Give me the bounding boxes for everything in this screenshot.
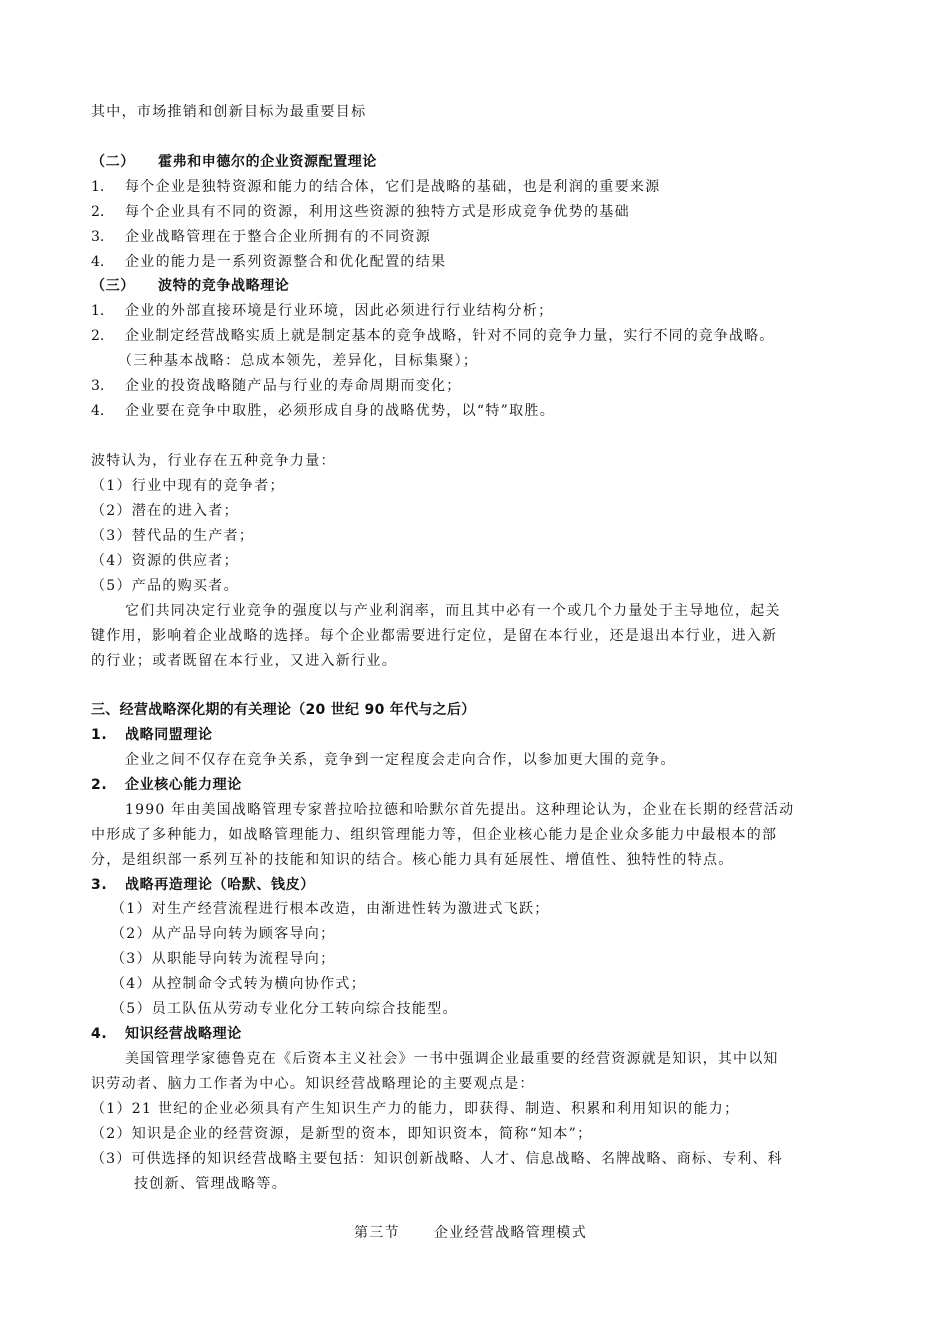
force-item-3: （3）替代品的生产者； bbox=[91, 528, 255, 544]
theory-3-number: 3. bbox=[91, 877, 108, 893]
section-3-item-2-text: 企业制定经营战略实质上就是制定基本的竞争战略，针对不同的竞争力量，实行不同的竞争战略。 bbox=[125, 328, 775, 344]
force-item-2: （2）潜在的进入者； bbox=[91, 503, 239, 519]
theory-3-item-3: （3）从职能导向转为流程导向； bbox=[111, 951, 336, 967]
theory-1-number: 1. bbox=[91, 727, 108, 743]
forces-paragraph-line-1: 它们共同决定行业竞争的强度以与产业利润率，而且其中必有一个或几个力量处于主导地位，起关 bbox=[125, 603, 781, 619]
theory-4-point-1: （1）21 世纪的企业必须具有产生知识生产力的能力，即获得、制造、积累和利用知识的能力； bbox=[91, 1101, 740, 1117]
section-2-item-1-text: 每个企业是独特资源和能力的结合体，它们是战略的基础，也是利润的重要来源 bbox=[125, 179, 661, 195]
section-2-item-2-number: 2. bbox=[91, 204, 105, 220]
section-3-item-2-number: 2. bbox=[91, 328, 105, 344]
forces-paragraph-line-2: 键作用，影响着企业战略的选择。每个企业都需要进行定位，是留在本行业，还是退出本行业，进入新 bbox=[91, 628, 778, 644]
section-3-item-4-number: 4. bbox=[91, 403, 105, 419]
theory-3-item-5: （5）员工队伍从劳动专业化分工转向综合技能型。 bbox=[111, 1001, 458, 1017]
section-2-item-3-text: 企业战略管理在于整合企业所拥有的不同资源 bbox=[125, 229, 431, 245]
force-item-5: （5）产品的购买者。 bbox=[91, 578, 239, 594]
theory-4-line-1: 美国管理学家德鲁克在《后资本主义社会》一书中强调企业最重要的经营资源就是知识，其中以知 bbox=[125, 1051, 779, 1067]
section-3-item-1-number: 1. bbox=[91, 303, 105, 319]
section-2-item-4-text: 企业的能力是一系列资源整合和优化配置的结果 bbox=[125, 254, 447, 270]
section-2-item-2-text: 每个企业具有不同的资源，利用这些资源的独特方式是形成竞争优势的基础 bbox=[125, 204, 630, 220]
theory-4-line-2: 识劳动者、脑力工作者为中心。知识经营战略理论的主要观点是： bbox=[91, 1076, 535, 1092]
section-3-item-2-continuation: （三种基本战略：总成本领先，差异化，目标集聚）； bbox=[118, 353, 479, 369]
theory-4-title: 知识经营战略理论 bbox=[125, 1026, 242, 1042]
force-item-4: （4）资源的供应者； bbox=[91, 553, 239, 569]
theory-2-line-3: 分，是组织部一系列互补的技能和知识的结合。核心能力具有延展性、增值性、独特性的特点。 bbox=[91, 852, 734, 868]
section-2-item-1-number: 1. bbox=[91, 179, 105, 195]
force-item-1: （1）行业中现有的竞争者； bbox=[91, 478, 285, 494]
theory-2-number: 2. bbox=[91, 777, 108, 793]
theory-2-title: 企业核心能力理论 bbox=[125, 777, 242, 793]
section-3-item-1-text: 企业的外部直接环境是行业环境，因此必须进行行业结构分析； bbox=[125, 303, 554, 319]
theory-3-title: 战略再造理论（哈默、钱皮） bbox=[125, 877, 315, 893]
five-forces-intro: 波特认为，行业存在五种竞争力量： bbox=[91, 453, 336, 469]
theory-1-title: 战略同盟理论 bbox=[125, 727, 213, 743]
section-3-item-3-number: 3. bbox=[91, 378, 105, 394]
section-3-item-4-text: 企业要在竞争中取胜，必须形成自身的战略优势，以“特”取胜。 bbox=[125, 403, 556, 419]
intro-line: 其中，市场推销和创新目标为最重要目标 bbox=[91, 104, 367, 120]
section-3-number: （三） bbox=[91, 278, 135, 294]
section-3-title: 波特的竞争战略理论 bbox=[158, 278, 290, 294]
forces-paragraph-line-3: 的行业；或者既留在本行业，又进入新行业。 bbox=[91, 653, 397, 669]
part-3-heading: 三、经营战略深化期的有关理论（20 世纪 90 年代与之后） bbox=[91, 702, 476, 718]
section-2-title: 霍弗和申德尔的企业资源配置理论 bbox=[158, 154, 377, 170]
theory-4-point-3-continuation: 技创新、管理战略等。 bbox=[134, 1176, 287, 1192]
section-3-item-3-text: 企业的投资战略随产品与行业的寿命周期而变化； bbox=[125, 378, 462, 394]
next-section-label: 第三节 bbox=[354, 1225, 400, 1241]
theory-3-item-1: （1）对生产经营流程进行根本改造，由渐进性转为激进式飞跃； bbox=[111, 901, 550, 917]
theory-4-number: 4. bbox=[91, 1026, 108, 1042]
section-2-item-4-number: 4. bbox=[91, 254, 105, 270]
theory-3-item-2: （2）从产品导向转为顾客导向； bbox=[111, 926, 336, 942]
theory-2-line-1: 1990 年由美国战略管理专家普拉哈拉德和哈默尔首先提出。这种理论认为，企业在长期的经营活动 bbox=[125, 802, 795, 818]
theory-4-point-2: （2）知识是企业的经营资源，是新型的资本，即知识资本，简称“知本”； bbox=[91, 1126, 593, 1142]
section-2-item-3-number: 3. bbox=[91, 229, 105, 245]
theory-1-text: 企业之间不仅存在竞争关系，竞争到一定程度会走向合作，以参加更大围的竞争。 bbox=[125, 752, 676, 768]
theory-2-line-2: 中形成了多种能力，如战略管理能力、组织管理能力等，但企业核心能力是企业众多能力中最根本的部 bbox=[91, 827, 778, 843]
theory-3-item-4: （4）从控制命令式转为横向协作式； bbox=[111, 976, 367, 992]
section-2-number: （二） bbox=[91, 154, 135, 170]
theory-4-point-3: （3）可供选择的知识经营战略主要包括：知识创新战略、人才、信息战略、名牌战略、商标、专利、科 bbox=[91, 1151, 783, 1167]
next-section-title: 企业经营战略管理模式 bbox=[434, 1225, 587, 1241]
